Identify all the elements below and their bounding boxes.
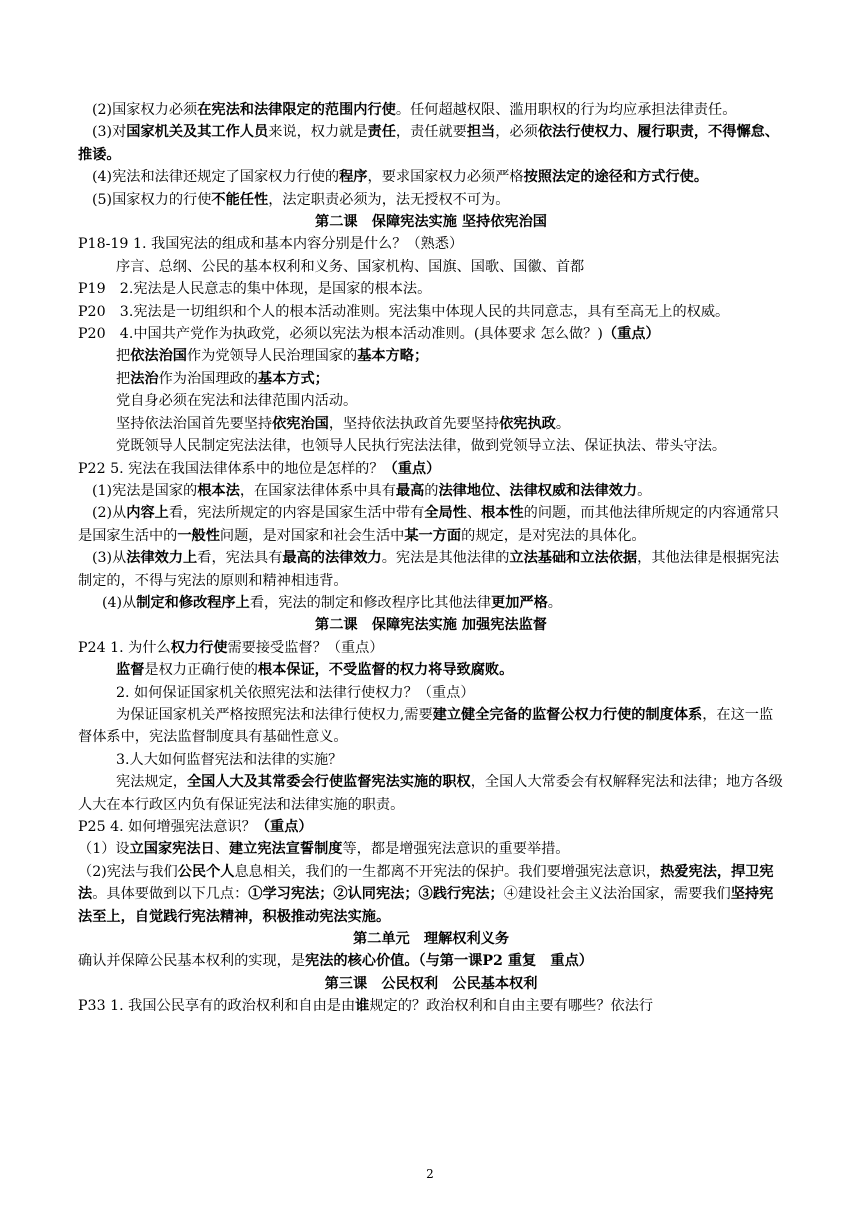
- text: 作为党领导人民治理国家的: [186, 348, 358, 365]
- bold-text: 坚持宪法至上，自觉践行宪法精神，积极推动宪法实施。: [78, 886, 774, 925]
- text: 来说，权力就是: [268, 124, 368, 141]
- bold-text: （重点）: [602, 326, 660, 343]
- bold-text: 国家机关及其工作人员: [126, 124, 269, 141]
- bold-text: 谁: [355, 998, 370, 1015]
- paragraph: [78, 256, 784, 278]
- text: (3)对: [92, 124, 127, 141]
- paragraph: [78, 458, 784, 480]
- bold-text: 最高: [395, 482, 425, 499]
- text: 党自身必须在宪法和法律范围内活动。: [116, 393, 358, 410]
- text: 的: [424, 482, 439, 499]
- text: 问题，是对国家和社会生活中: [219, 527, 405, 544]
- paragraph: [78, 816, 784, 838]
- text: 等，都是增强宪法意识的重要举措。: [342, 841, 570, 858]
- bold-text: 第二单元 理解权利义务: [352, 931, 510, 948]
- text: (2)从: [92, 505, 127, 522]
- paragraph: [78, 166, 784, 188]
- text: (1)宪法是国家的: [92, 482, 198, 499]
- bold-text: 基本方略；: [357, 348, 429, 365]
- text: 把: [116, 370, 131, 387]
- text: 把: [116, 348, 131, 365]
- bold-text: 基本方式；: [257, 370, 329, 387]
- text: ，其他法律是根据宪法制定的，不得与宪法的原则和精神相违背。: [78, 550, 780, 589]
- bold-text: 公民个人: [177, 863, 235, 880]
- page-number: 2: [426, 1167, 434, 1181]
- text: 序言、总纲、公民的基本权利和义务、国家机构、国旗、国歌、国徽、首都: [116, 258, 585, 275]
- bold-text: 依宪治国: [272, 415, 329, 432]
- bold-text: 全国人大及其常委会行使监督宪法实施的职权: [186, 774, 471, 791]
- paragraph: [78, 771, 784, 816]
- paragraph: [78, 345, 784, 367]
- paragraph: [78, 950, 784, 972]
- text: 的规定，是对宪法的具体化。: [461, 527, 646, 544]
- paragraph: [78, 390, 784, 412]
- section-heading: [78, 211, 784, 233]
- text: P19 2.宪法是人民意志的集中体现，是国家的根本法。: [78, 281, 432, 298]
- bold-text: 根本保证，不受监督的权力将导致腐败。: [257, 662, 514, 679]
- bold-text: 宪法的核心价值。（与第一课P2 重复 重点）: [305, 953, 593, 970]
- text: 坚持依法治国首先要坚持: [116, 415, 273, 432]
- text: P24 1. 为什么: [78, 639, 171, 656]
- bold-text: 监督: [116, 662, 145, 679]
- text: (3)从: [92, 550, 127, 567]
- text: P20 4.中国共产党作为执政党，必须以宪法为根本活动准则。(具体要求 怎么做？): [78, 326, 603, 343]
- text: (4)宪法和法律还规定了国家权力行使的: [92, 169, 340, 186]
- text: ，要求国家权力必须严格: [367, 169, 524, 186]
- paragraph: [78, 435, 784, 457]
- bold-text: （重点）: [383, 460, 441, 477]
- bold-text: 全局性: [424, 505, 467, 522]
- paragraph: [78, 838, 784, 860]
- paragraph: [78, 682, 784, 704]
- text: 。: [547, 594, 562, 611]
- bold-text: 第二课 保障宪法实施 坚持依宪治国: [315, 214, 547, 231]
- paragraph: [78, 502, 784, 547]
- text: 为保证国家机关严格按照宪法和法律行使权力,需要: [116, 706, 433, 723]
- text: ，法定职责必须为，法无授权不可为。: [268, 191, 510, 208]
- text: P18-19 1. 我国宪法的组成和基本内容分别是什么？（熟悉）: [78, 236, 464, 253]
- text: 。具体要做到以下几点：: [92, 886, 249, 903]
- paragraph: [78, 480, 784, 502]
- bold-text: 建立健全完备的监督公权力行使的制度体系: [432, 706, 703, 723]
- paragraph: [78, 278, 784, 300]
- text: 看，宪法具有: [197, 550, 283, 567]
- section-heading: [78, 614, 784, 636]
- text: 党既领导人民制定宪法法律，也领导人民执行宪法法律，做到党领导立法、保证执法、带头守法。: [116, 438, 727, 455]
- text: 是权力正确行使的: [144, 662, 258, 679]
- bold-text: 第三课 公民权利 公民基本权利: [324, 975, 538, 992]
- text: (5)国家权力的行使: [92, 191, 212, 208]
- bold-text: 根本法: [197, 482, 240, 499]
- bold-text: 程序: [339, 169, 368, 186]
- bold-text: 法律地位、法律权威和法律效力: [438, 482, 638, 499]
- bold-text: 法律效力上: [126, 550, 198, 567]
- text: 的问题，而其他法律所规定的内容通常只是国家生活中的: [78, 505, 780, 544]
- text: 、: [214, 841, 229, 858]
- paragraph: [78, 413, 784, 435]
- bold-text: 内容上: [126, 505, 169, 522]
- bold-text: 制定和修改程序上: [136, 594, 250, 611]
- text: ，在国家法律体系中具有: [239, 482, 396, 499]
- bold-text: 依宪执政: [499, 415, 556, 432]
- text: ，全国人大常委会有权解释宪法和法律；地方各级人大在本行政区内负有保证宪法和法律实施的职责。: [78, 774, 783, 813]
- text: 2. 如何保证国家机关依照宪法和法律行使权力？（重点）: [116, 684, 475, 701]
- paragraph: [78, 704, 784, 749]
- document-body: [78, 99, 784, 1018]
- text: 息息相关，我们的一生都离不开宪法的保护。我们要增强宪法意识，: [234, 863, 661, 880]
- text: P33 1. 我国公民享有的政治权利和自由是由: [78, 998, 356, 1015]
- bold-text: 根本性: [481, 505, 524, 522]
- paragraph: [78, 99, 784, 121]
- paragraph: [78, 592, 784, 614]
- bold-text: 按照法定的途径和方式行使。: [523, 169, 709, 186]
- bold-text: 某一方面: [404, 527, 462, 544]
- bold-text: 在宪法和法律限定的范围内行使: [197, 102, 396, 118]
- paragraph: [78, 189, 784, 211]
- text: P20 3.宪法是一切组织和个人的根本活动准则。宪法集中体现人民的共同意志，具有至高无上的权威。: [78, 303, 730, 320]
- paragraph: [78, 659, 784, 681]
- bold-text: 权力行使: [170, 639, 228, 656]
- text: 。任何超越权限、滥用职权的行为均应承担法律责任。: [395, 102, 737, 118]
- text: 看，宪法的制定和修改程序比其他法律: [249, 594, 492, 611]
- text: 需要接受监督？（重点）: [227, 639, 384, 656]
- paragraph: [78, 547, 784, 592]
- paragraph: [78, 995, 784, 1017]
- paragraph: [78, 749, 784, 771]
- bold-text: 热爱宪法，捍卫宪法: [78, 863, 774, 903]
- bold-text: 建立宪法宣誓制度: [228, 841, 343, 858]
- bold-text: （重点）: [255, 819, 313, 835]
- bold-text: 最高的法律效力: [282, 550, 382, 567]
- bold-text: 更加严格: [491, 594, 548, 611]
- bold-text: 依法行使权力、履行职责，不得懈怠、推诿。: [78, 124, 780, 163]
- paragraph: [78, 368, 784, 390]
- paragraph: [78, 323, 784, 345]
- bold-text: 立法基础和立法依据: [509, 550, 638, 567]
- text: 。: [555, 415, 571, 432]
- text: 。宪法是其他法律的: [381, 550, 510, 567]
- text: ，责任就要: [395, 124, 467, 141]
- text: 3.人大如何监督宪法和法律的实施？: [116, 751, 343, 768]
- text: 宪法规定，: [116, 774, 187, 791]
- bold-text: 不能任性: [211, 191, 269, 208]
- bold-text: 立国家宪法日: [129, 841, 215, 858]
- text: （1）设: [78, 841, 130, 858]
- bold-text: 责任: [367, 124, 396, 141]
- text: 、: [466, 505, 482, 522]
- section-heading: [78, 928, 784, 950]
- text: (2)国家权力必须: [92, 102, 198, 118]
- text: 确认并保障公民基本权利的实现，是: [78, 953, 306, 970]
- bold-text: 一般性: [177, 527, 220, 544]
- bold-text: 第二课 保障宪法实施 加强宪法监督: [315, 617, 547, 634]
- paragraph: [78, 301, 784, 323]
- text: ，坚持依法执政首先要坚持: [328, 415, 500, 432]
- text: 。: [637, 482, 652, 499]
- paragraph: [78, 233, 784, 255]
- text: 规定的？政治权利和自由主要有哪些？依法行: [369, 998, 654, 1015]
- text: ④建设社会主义法治国家，需要我们: [503, 886, 731, 903]
- text: 看，宪法所规定的内容是国家生活中带有: [168, 505, 425, 522]
- text: P25 4. 如何增强宪法意识？: [78, 819, 256, 835]
- text: ，必须: [495, 124, 538, 141]
- text: （2)宪法与我们: [78, 863, 178, 880]
- paragraph: [78, 861, 784, 928]
- bold-text: 法治: [130, 370, 159, 387]
- section-heading: [78, 973, 784, 995]
- paragraph: [78, 121, 784, 166]
- bold-text: 担当: [466, 124, 496, 141]
- paragraph: [78, 637, 784, 659]
- text: 作为治国理政的: [158, 370, 258, 387]
- bold-text: 依法治国: [130, 348, 187, 365]
- text: ，在这一监督体系中，宪法监督制度具有基础性意义。: [78, 706, 774, 746]
- text: P22 5. 宪法在我国法律体系中的地位是怎样的？: [78, 460, 384, 477]
- bold-text: ①学习宪法；②认同宪法；③践行宪法；: [248, 886, 504, 903]
- text: (4)从: [102, 594, 137, 611]
